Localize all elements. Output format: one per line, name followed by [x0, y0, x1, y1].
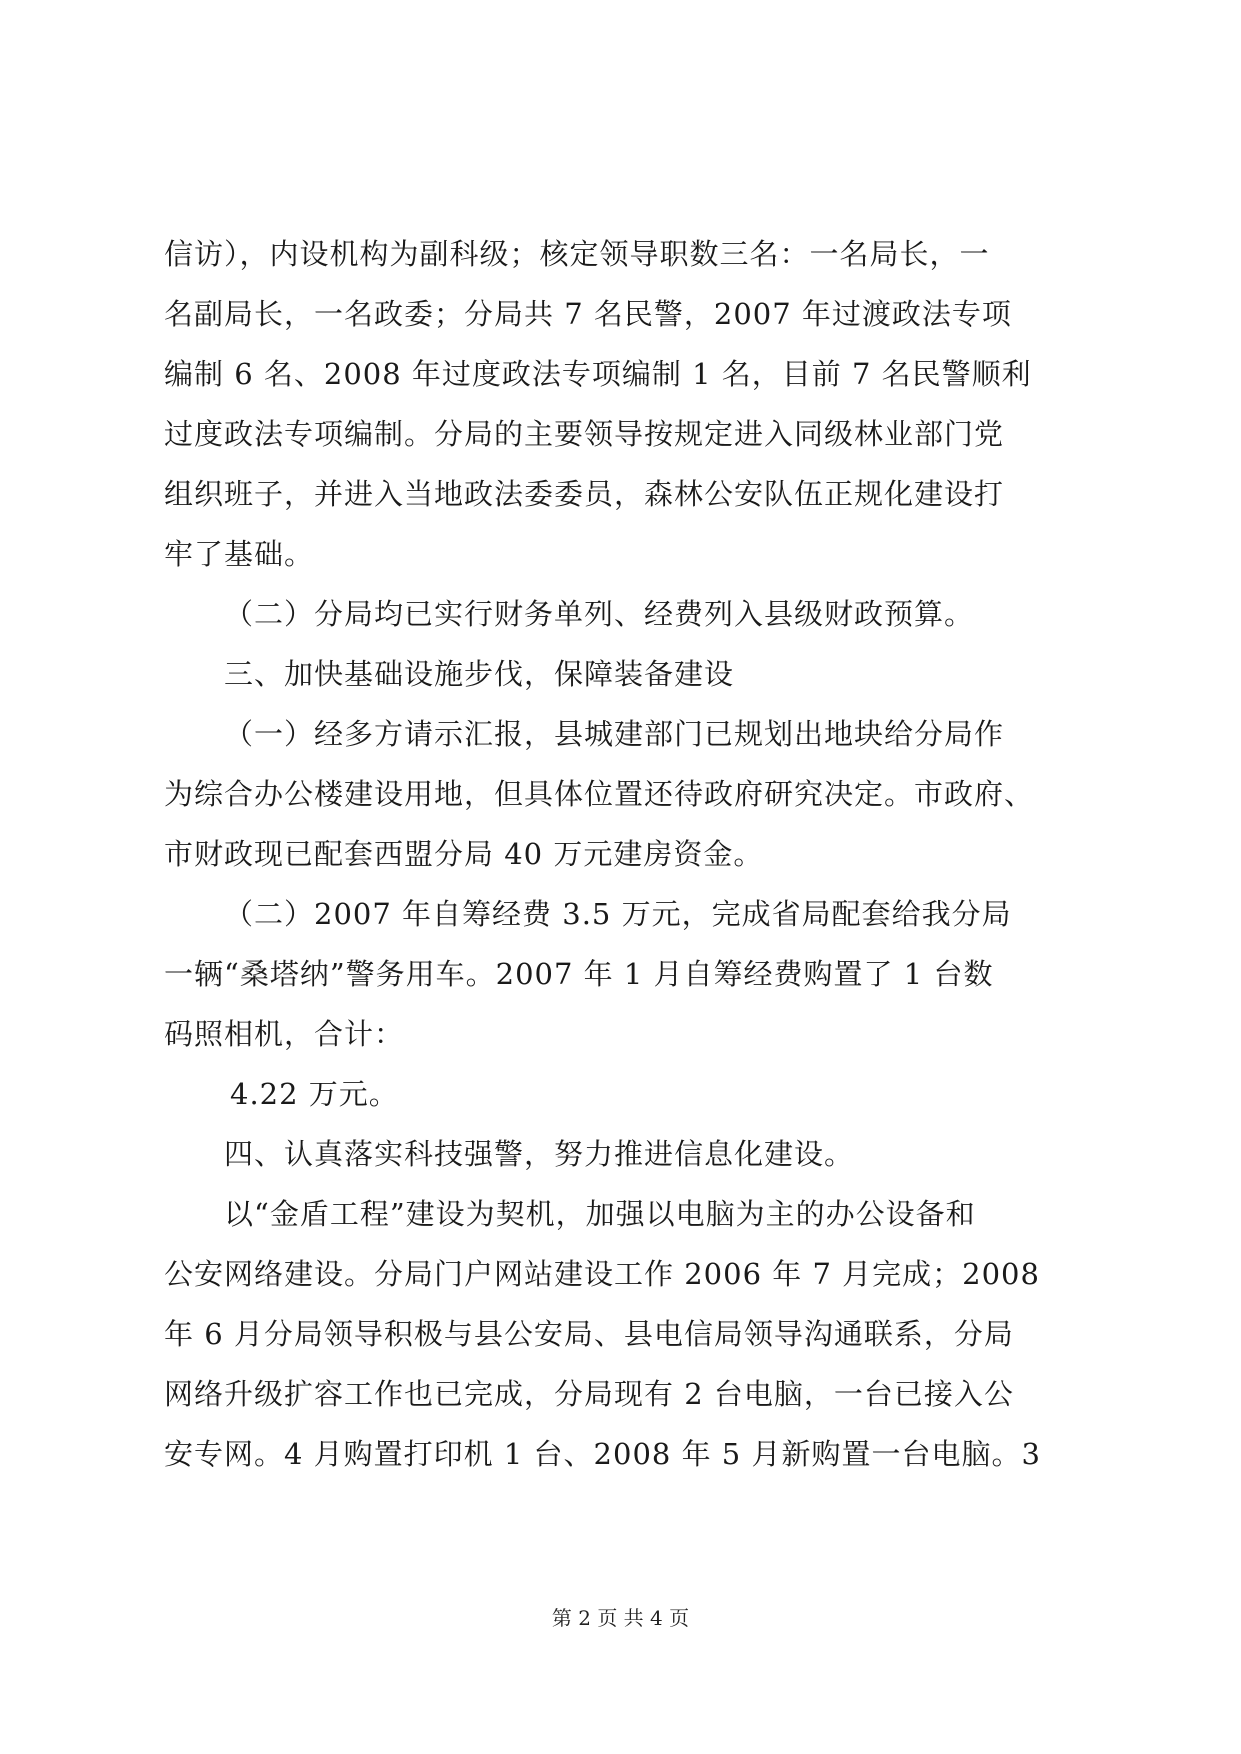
- text-line: 安专网。4 月购置打印机 1 台、2008 年 5 月新购置一台电脑。3: [164, 1437, 1041, 1471]
- text-line: 为综合办公楼建设用地，但具体位置还待政府研究决定。市政府、: [164, 777, 1035, 811]
- text-line: 编制 6 名、2008 年过度政法专项编制 1 名，目前 7 名民警顺利: [164, 357, 1032, 391]
- section-heading: 四、认真落实科技强警，努力推进信息化建设。: [224, 1137, 855, 1171]
- document-body: [164, 224, 1084, 1484]
- text-line: 4.22 万元。: [230, 1077, 399, 1111]
- text-line: 名副局长，一名政委；分局共 7 名民警，2007 年过渡政法专项: [164, 297, 1012, 331]
- text-line: 牢了基础。: [164, 537, 315, 571]
- subsection-item: （二）分局均已实行财务单列、经费列入县级财政预算。: [224, 597, 975, 631]
- page-footer: [0, 1602, 1241, 1631]
- text-line: 过度政法专项编制。分局的主要领导按规定进入同级林业部门党: [164, 417, 1005, 451]
- text-line: 组织班子，并进入当地政法委委员，森林公安队伍正规化建设打: [164, 477, 1005, 511]
- text-line: 公安网络建设。分局门户网站建设工作 2006 年 7 月完成；2008: [164, 1257, 1040, 1291]
- text-line: 码照相机，合计：: [164, 1017, 405, 1051]
- text-line: 一辆“桑塔纳”警务用车。2007 年 1 月自筹经费购置了 1 台数: [164, 957, 994, 991]
- text-line: 年 6 月分局领导积极与县公安局、县电信局领导沟通联系，分局: [164, 1317, 1014, 1351]
- page-number-label: 第 2 页 共 4 页: [551, 1606, 690, 1630]
- subsection-item: （二）2007 年自筹经费 3.5 万元，完成省局配套给我分局: [224, 897, 1012, 931]
- text-line: 市财政现已配套西盟分局 40 万元建房资金。: [164, 837, 764, 871]
- text-line: 信访），内设机构为副科级；核定领导职数三名：一名局长，一: [164, 237, 990, 271]
- subsection-item: （一）经多方请示汇报，县城建部门已规划出地块给分局作: [224, 717, 1005, 751]
- section-heading: 三、加快基础设施步伐，保障装备建设: [224, 657, 735, 691]
- text-line: 网络升级扩容工作也已完成，分局现有 2 台电脑，一台已接入公: [164, 1377, 1014, 1411]
- paragraph-start: 以“金盾工程”建设为契机，加强以电脑为主的办公设备和: [224, 1197, 976, 1231]
